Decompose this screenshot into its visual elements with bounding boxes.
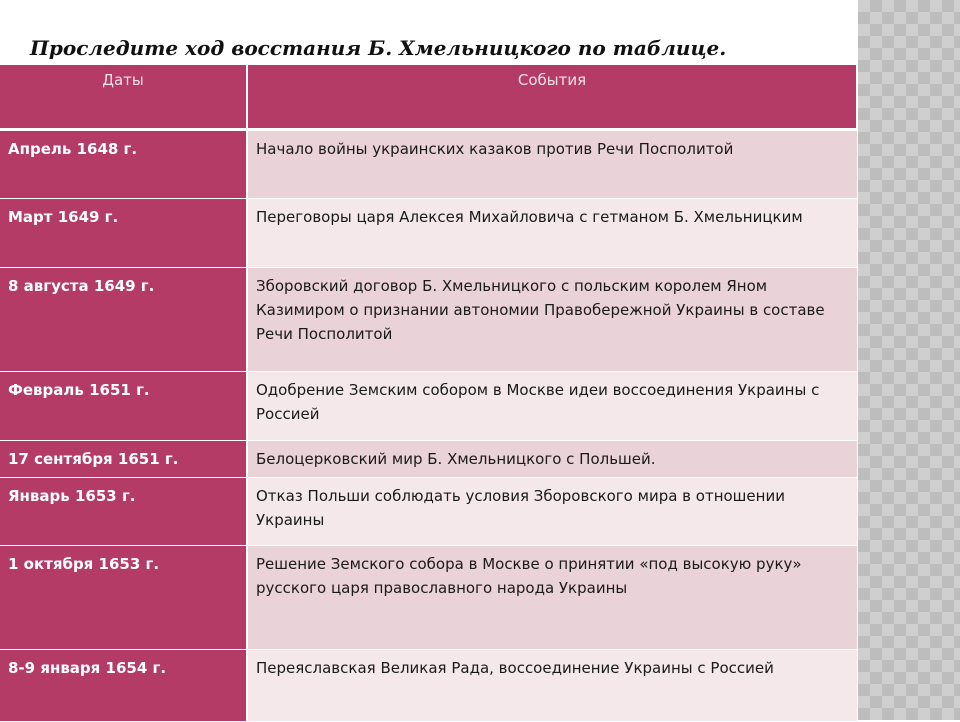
table-row xyxy=(0,477,857,545)
event-cell: Переговоры царя Алексея Михайловича с гетманом Б. Хмельницким xyxy=(247,198,857,267)
table-row xyxy=(0,198,857,267)
event-cell: Начало войны украинских казаков против Речи Посполитой xyxy=(247,129,857,198)
event-cell: Переяславская Великая Рада, воссоединение Украины с Россией xyxy=(247,649,857,721)
date-cell: Март 1649 г. xyxy=(0,198,247,267)
event-cell: Зборовский договор Б. Хмельницкого с польским королем Яном Казимиром о признании автономии Правобережной Украины в составе Речи Посполитой xyxy=(247,267,857,371)
date-cell: Апрель 1648 г. xyxy=(0,129,247,198)
events-table xyxy=(0,65,858,722)
date-cell: Февраль 1651 г. xyxy=(0,371,247,440)
date-cell: Январь 1653 г. xyxy=(0,477,247,545)
event-cell: Одобрение Земским собором в Москве идеи воссоединения Украины с Россией xyxy=(247,371,857,440)
table-row xyxy=(0,545,857,649)
date-cell: 17 сентября 1651 г. xyxy=(0,440,247,477)
event-cell: Решение Земского собора в Москве о принятии «под высокую руку» русского царя православного народа Украины xyxy=(247,545,857,649)
event-cell: Отказ Польши соблюдать условия Зборовского мира в отношении Украины xyxy=(247,477,857,545)
table-row xyxy=(0,129,857,198)
table-header-row xyxy=(0,65,857,129)
event-cell: Белоцерковский мир Б. Хмельницкого с Польшей. xyxy=(247,440,857,477)
table-row xyxy=(0,267,857,371)
table-row xyxy=(0,649,857,721)
date-cell: 8-9 января 1654 г. xyxy=(0,649,247,721)
header-dates: Даты xyxy=(0,65,247,129)
page-title: Проследите ход восстания Б. Хмельницкого по таблице. xyxy=(30,36,727,60)
table-row xyxy=(0,440,857,477)
date-cell: 1 октября 1653 г. xyxy=(0,545,247,649)
date-cell: 8 августа 1649 г. xyxy=(0,267,247,371)
table-row xyxy=(0,371,857,440)
decorative-side-pattern xyxy=(858,0,960,720)
header-events: События xyxy=(247,65,857,129)
